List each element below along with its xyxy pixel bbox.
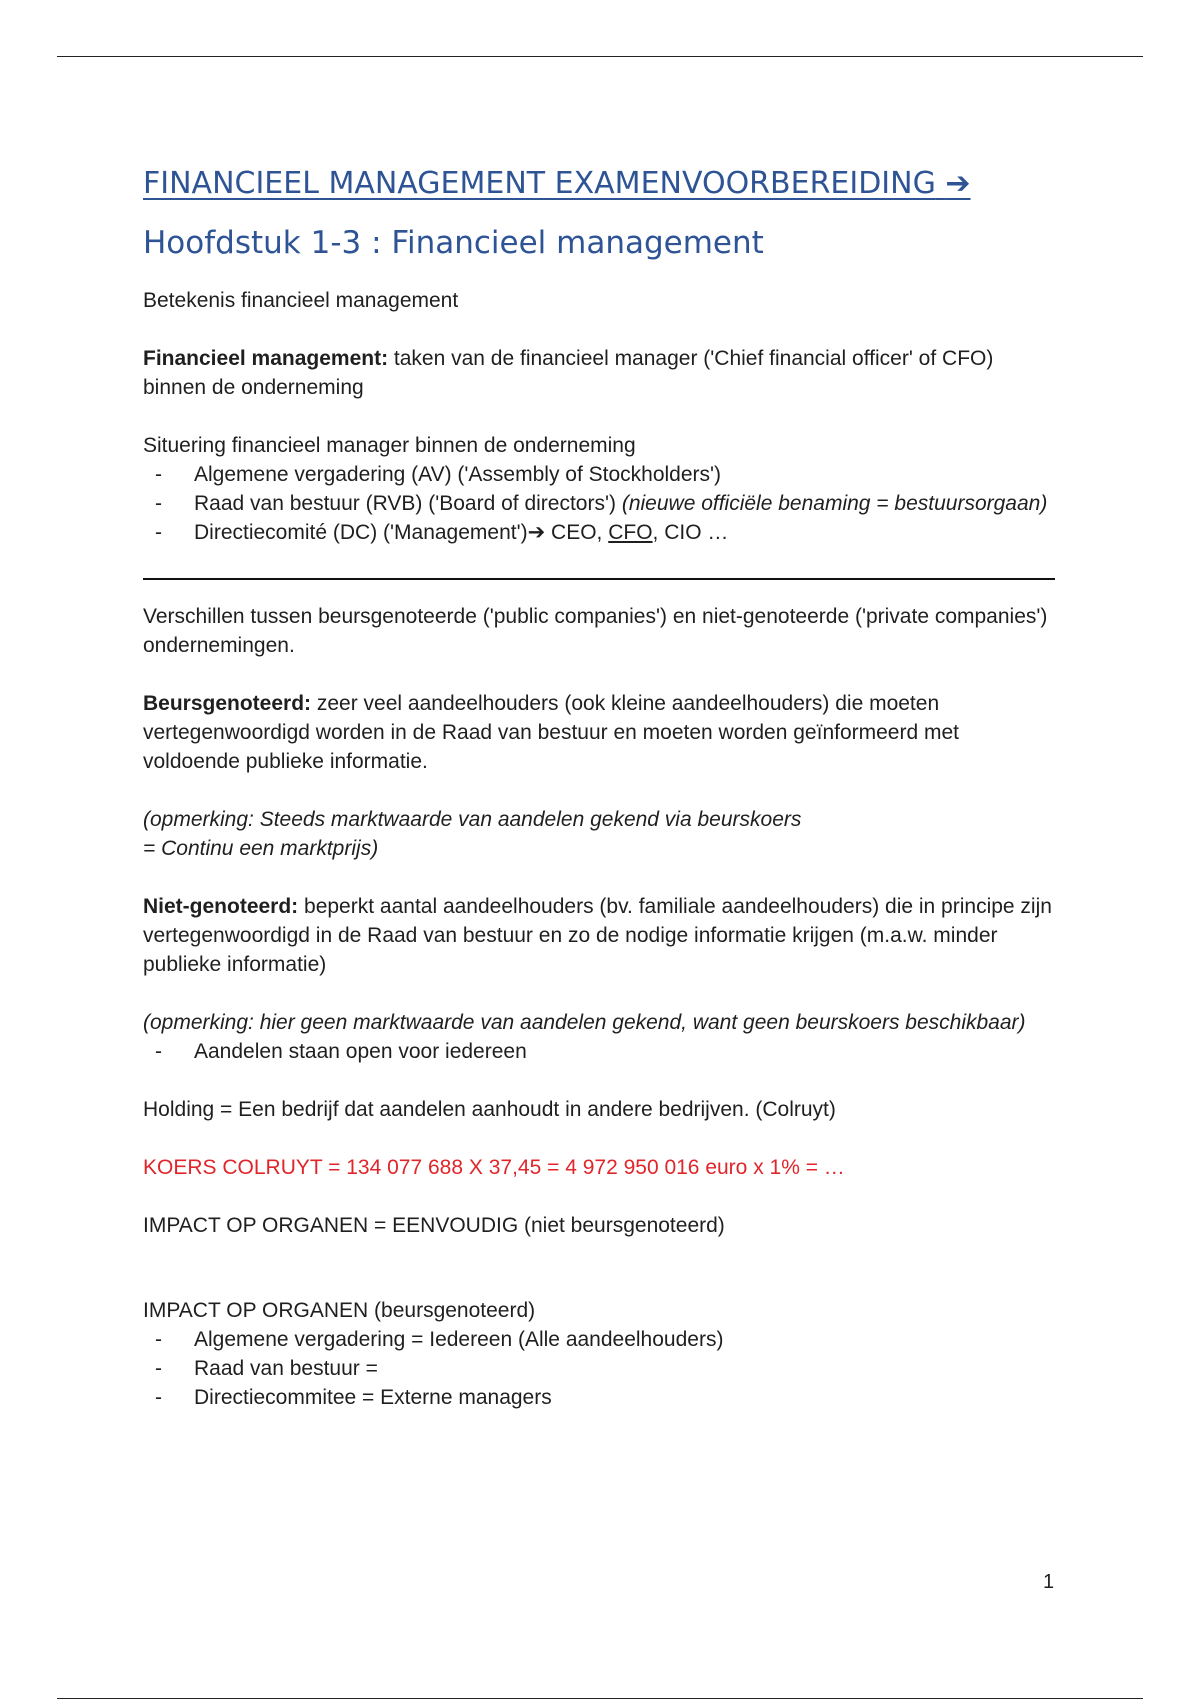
definition-beurs [143,689,1058,776]
definition-text: beperkt aantal aandeelhouders (bv. familiale aandeelhouders) die in principe zijn vertegenwoordigd in de Raad van bestuur en zo de nodige informatie krijgen (m.a.w. minder publieke informatie) [143,895,1052,976]
list-item [143,1037,1058,1066]
document-title [143,164,1058,204]
list-item-note: (nieuwe officiële benaming = bestuursorgaan) [621,492,1048,515]
definition-text: zeer veel aandeelhouders (ook kleine aandeelhouders) die moeten vertegenwoordigd worden in de Raad van bestuur en moeten worden geïnformeerd met voldoende publieke informatie. [143,692,959,773]
dash-bullet: - [155,1040,162,1063]
list-item-tail: , CIO … [652,521,729,544]
holding-paragraph: Holding = Een bedrijf dat aandelen aanhoudt in andere bedrijven. (Colruyt) [143,1098,836,1121]
footer-rule [57,1698,1143,1699]
document-title-text: FINANCIEEL MANAGEMENT EXAMENVOORBEREIDING [143,166,936,201]
remark-1 [143,805,1058,863]
dash-bullet: - [155,1357,162,1380]
definition-term: Beursgenoteerd: [143,692,312,715]
page-body [143,164,1058,1412]
organen-list [143,460,1058,547]
list-item [143,518,1058,547]
list-item [143,1325,1058,1354]
verschillen-paragraph: Verschillen tussen beursgenoteerde ('public companies') en niet-genoteerde ('private companies') ondernemingen. [143,605,1048,657]
koers-colruyt: KOERS COLRUYT = 134 077 688 X 37,45 = 4 972 950 016 euro x 1% = … [143,1156,845,1179]
definition-term: Niet-genoteerd: [143,895,299,918]
section-divider [143,578,1055,580]
list-item [143,1354,1058,1383]
dash-bullet: - [155,1386,162,1409]
list-item-text: Directiecomité (DC) ('Management')➔ CEO, [194,521,609,544]
definition-text: taken van de financieel manager ('Chief financial officer' of CFO) binnen de onderneming [143,347,994,399]
aandelen-list [143,1037,1058,1066]
list-item-text: Directiecommitee = Externe managers [194,1386,552,1409]
remark-line: (opmerking: Steeds marktwaarde van aandelen gekend via beurskoers [143,808,802,831]
dash-bullet: - [155,463,162,486]
impact-listed: IMPACT OP ORGANEN (beursgenoteerd) [143,1299,536,1322]
impact-simple: IMPACT OP ORGANEN = EENVOUDIG (niet beursgenoteerd) [143,1214,725,1237]
list-item-text: Raad van bestuur (RVB) ('Board of directors') [194,492,622,515]
list-item [143,460,1058,489]
definition-term: Financieel management: [143,347,389,370]
cfo-underlined: CFO [608,521,653,544]
remark-2: (opmerking: hier geen marktwaarde van aandelen gekend, want geen beurskoers beschikbaar) [143,1011,1026,1034]
arrow-icon: ➔ [945,166,971,201]
chapter-heading: Hoofdstuk 1-3 : Financieel management [143,225,764,261]
list-item-text: Algemene vergadering = Iedereen (Alle aandeelhouders) [194,1328,724,1351]
situering-paragraph: Situering financieel manager binnen de onderneming [143,434,636,457]
dash-bullet: - [155,1328,162,1351]
impact-list [143,1325,1058,1412]
dash-bullet: - [155,521,162,544]
header-rule [57,56,1143,57]
list-item-text: Algemene vergadering (AV) ('Assembly of Stockholders') [194,463,722,486]
list-item-text: Raad van bestuur = [194,1357,378,1380]
page-number: 1 [1043,1571,1055,1593]
dash-bullet: - [155,492,162,515]
intro-paragraph: Betekenis financieel management [143,289,459,312]
remark-line: = Continu een marktprijs) [143,837,379,860]
definition-niet [143,892,1058,979]
definition-fm [143,344,1058,402]
list-item [143,489,1058,518]
list-item-text: Aandelen staan open voor iedereen [194,1040,527,1063]
list-item [143,1383,1058,1412]
